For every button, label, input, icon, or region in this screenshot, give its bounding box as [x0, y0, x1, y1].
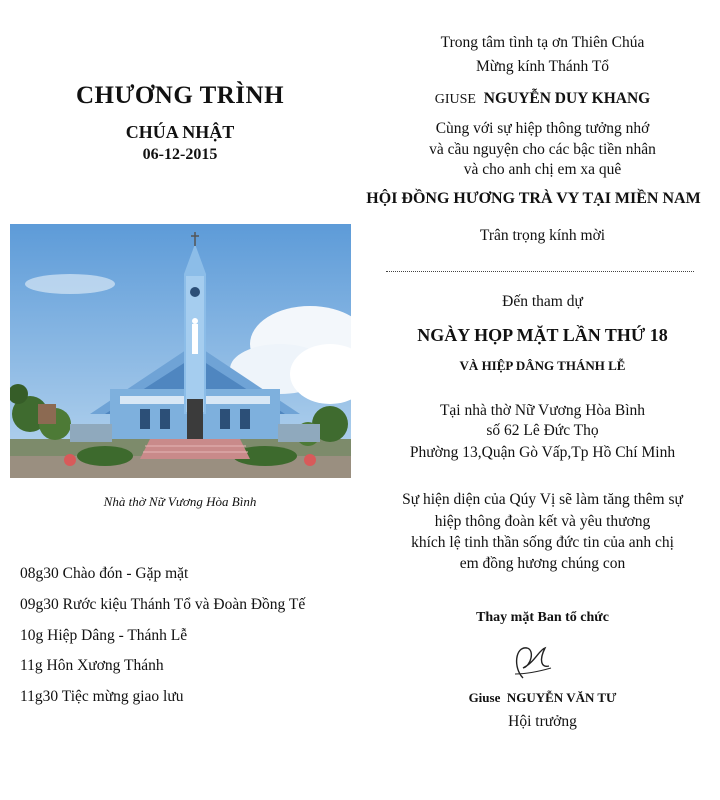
venue-line-2: số 62 Lê Đức Thọ: [486, 422, 599, 439]
closing-line-3: khích lệ tinh thần sống đức tin của anh chị: [411, 534, 674, 551]
remember-line-1: Cùng với sự hiệp thông tưởng nhớ: [435, 120, 650, 137]
signer-line: [365, 690, 720, 706]
venue-line-1: Tại nhà thờ Nữ Vương Hòa Bình: [439, 402, 646, 419]
signature-icon: [505, 638, 555, 684]
schedule-item: 08g30 Chào đón - Gặp mặt: [20, 565, 189, 582]
schedule-item: 10g Hiệp Dâng - Thánh Lễ: [20, 627, 188, 644]
closing-line-1: Sự hiện diện của Qúy Vị sẽ làm tăng thêm sự: [402, 491, 683, 508]
honoree-name: NGUYỄN DUY KHANG: [483, 90, 651, 107]
honoree-prefix: GIUSE: [434, 92, 476, 107]
program-day: CHÚA NHẬT: [125, 122, 235, 142]
schedule-item: 09g30 Rước kiệu Thánh Tổ và Đoàn Đồng Tế: [20, 596, 306, 613]
remember-line-2: và cầu nguyện cho các bậc tiền nhân: [429, 141, 656, 158]
event-subtitle: VÀ HIỆP DÂNG THÁNH LỄ: [459, 358, 626, 373]
schedule-item: 11g Hôn Xương Thánh: [20, 657, 164, 674]
honoree-line: [365, 89, 720, 110]
schedule-item: 11g30 Tiệc mừng giao lưu: [20, 688, 184, 705]
closing-line-2: hiệp thông đoàn kết và yêu thương: [434, 513, 651, 530]
closing-line-4: em đồng hương chúng con: [459, 555, 626, 572]
invite-line: Trân trọng kính mời: [479, 227, 606, 244]
attend-line: Đến tham dự: [502, 293, 583, 310]
program-date: 06-12-2015: [142, 146, 218, 163]
signer-title: Hội trưởng: [508, 713, 577, 730]
remember-line-3: và cho anh chị em xa quê: [463, 161, 622, 178]
organization-name: HỘI ĐỒNG HƯƠNG TRÀ VY TẠI MIỀN NAM: [366, 190, 701, 207]
venue-line-3: Phường 13,Quận Gò Vấp,Tp Hồ Chí Minh: [409, 444, 676, 461]
signer-name: NGUYỄN VĂN TƯ: [506, 690, 617, 705]
behalf-line: Thay mặt Ban tổ chức: [476, 610, 609, 625]
church-photo: [10, 224, 351, 478]
signer-prefix: Giuse: [468, 690, 501, 705]
program-title: CHƯƠNG TRÌNH: [75, 82, 285, 109]
photo-caption: Nhà thờ Nữ Vương Hòa Bình: [103, 494, 257, 509]
intro-line-2: Mừng kính Thánh Tổ: [475, 58, 610, 75]
intro-line-1: Trong tâm tình tạ ơn Thiên Chúa: [440, 34, 645, 51]
event-title: NGÀY HỌP MẶT LẦN THỨ 18: [417, 325, 668, 345]
dotted-divider: [386, 271, 694, 272]
